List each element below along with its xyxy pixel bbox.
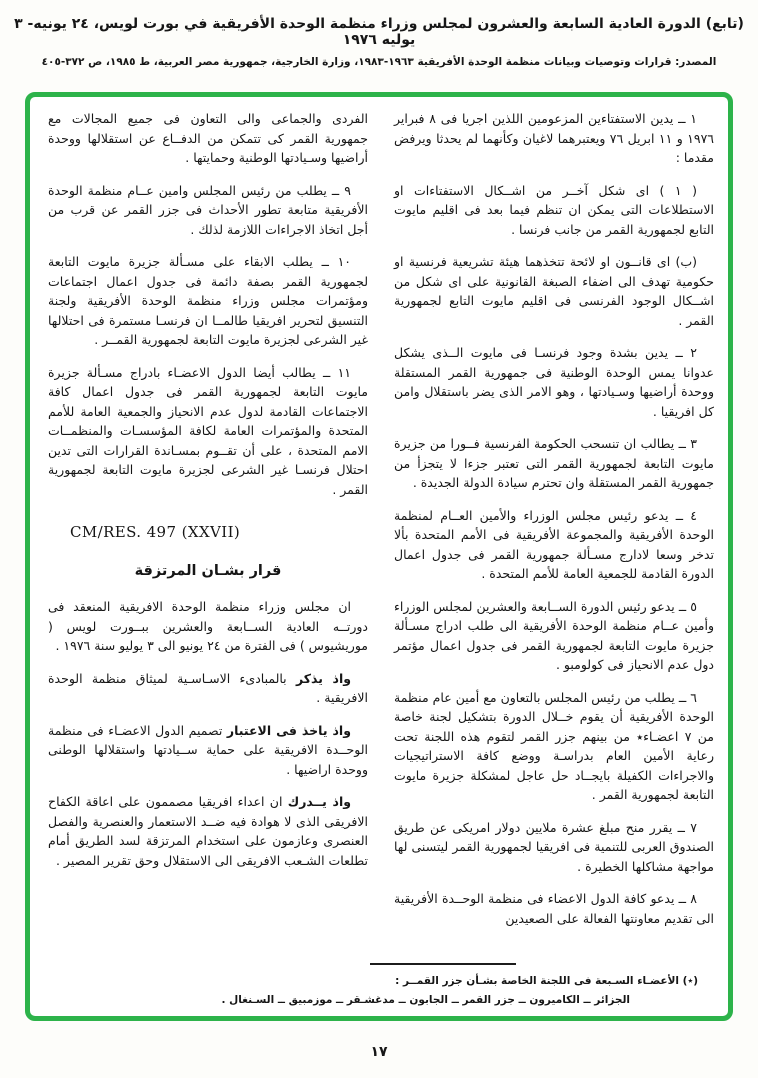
clause-lead-recalling: واذ يذكر <box>295 670 352 686</box>
resolution-clause-recalling <box>48 669 368 708</box>
footnote-committee-members: (٭) الأعضـاء السـبعة فى اللجنة الخاصة بشـأن جزر القمــر : <box>395 975 698 987</box>
resolution-code: CM/RES. 497 (XXVII) <box>70 523 241 541</box>
resolution-preamble <box>48 597 368 656</box>
right-column <box>394 109 714 941</box>
header-source-note: المصدر: قرارات وتوصيات وبيانات منظمة الوحدة الأفريقية ١٩٦٣-١٩٨٣، وزارة الخارجية، جمهورية مصر العربية، ط ١٩٨٥، ص ٣٧٢-٤٠٥ <box>41 56 717 68</box>
resolution-clause-aware <box>48 792 368 870</box>
clause-text-recalling: بالمبادىء الاسـاسـية لميثاق منظمة الوحدة الافريقية . <box>48 670 368 705</box>
paragraph-5: ٥ ــ يدعو رئيس الدورة الســابعة والعشرين لمجلس الوزراء وأمين عــام منظمة الوحدة الأفريقية الى طلب ادراج مسـألة جزيرة مايوت التابعة لجمهورية القمر فى جدول اعمال مؤتمر دول عدم الانحياز فى كولومبو . <box>394 598 714 672</box>
paragraph-4: ٤ ــ يدعو رئيس مجلس الوزراء والأمين العــام لمنظمة الوحدة الأفريقية والمجموعة الأفريقية فى الأمم المتحدة بألا تدخر وسعا لادارج مسـألة جمهورية القمر فى جدول اعمال الدورة القادمة للجمعية العامة للأمم المتحدة . <box>394 507 714 581</box>
paragraph-11: ١١ ــ يطالب أيضا الدول الاعضـاء بادراج مسـألة جزيرة مايوت التابعة لجمهورية القمر فى جدول اعمال كافة الاجتماعات القادمة لدول عدم الانحياز والجمعية العامة للأمم المتحدة والمؤتمرات العامة لكافة المؤسسـات والمنظمــات الامم المتحدة ، على أن تقــوم بمسـاندة القرارات التى تدين احتلال فرنسـا غير الشرعى لجزيرة مايوت التابعة لجمهورية القمر . <box>48 364 368 497</box>
clause-lead-aware: واذ يــدرك <box>287 794 352 809</box>
paragraph-10: ١٠ ــ يطلب الابقاء على مسـألة جزيرة مايوت التابعة لجمهورية القمر بصفة دائمة فى جدول اعمال اجتماعات ومؤتمرات مجلس وزراء منظمة الوحدة الأفريقية ولجنة التنسيق لتحرير افريقيا طالمــا ان فرنسـا مستمرة فى احتلالها غير الشرعى لجزيرة مايوت التابعة لجمهورية القمــر . <box>48 254 368 347</box>
footnote-country-list: الجزائر ــ الكاميرون ــ جزر القمر ــ الجابون ــ مدغشـقر ــ موزمبيق ــ السـنغال . <box>221 994 630 1006</box>
paragraph-6: ٦ ــ يطلب من رئيس المجلس بالتعاون مع أمين عام منظمة الوحدة الأفريقية أن يقوم خــلال الدورة بتشكيل لجنة خاصة من ٧ اعضـاء٭ من بينهم جزر القمر لتقوم هذه اللجنة تحت رعاية الأمين العام بدراسـة ووضع كافة الاستراتيجيات والاجراءات الكفيلة بايجــاد حل عاجل لمشكلة جزيرة مايوت التابعة لجمهورية القمر . <box>394 689 715 802</box>
resolution-title: قرار بشـان المرتزقة <box>134 563 282 579</box>
clause-text-considering: تصميم الدول الاعضـاء فى منظمة الوحــدة الافريقية على حماية ســيادتها واستقلالها الوطنى ووحدة اراضيها . <box>48 722 368 777</box>
paragraph-9: ٩ ــ يطلب من رئيس المجلس وامين عــام منظمة الوحدة الأفريقية متابعة تطور الأحداث فى جزر القمر عن قرب من أجل اتخاذ الاجراءات اللازمة لذلك . <box>48 182 368 237</box>
page-number: ١٧ <box>370 1044 388 1060</box>
left-column <box>48 109 368 941</box>
clause-lead-considering: واذ ياخذ فى الاعتبار <box>226 722 351 738</box>
resolution-preamble-text: ان مجلس وزراء منظمة الوحدة الافريقية المنعقد فى دورتــه العادية الســابعة والعشرين ببــورت لويس ( موريشيوس ) فى الفترة من ٢٤ يونيو الى ٣ يوليو سنة ١٩٧٦ . <box>48 599 368 653</box>
content-frame <box>25 92 733 1021</box>
two-column-layout <box>44 109 714 941</box>
paragraph-1a: ( ١ ) اى شكل آخــر من اشــكال الاستفتاءات او الاستطلاعات التى يمكن ان تنظم فيما بعد فى اقليم مايوت التابع لجمهورية القمر من جانب فرنسا . <box>394 182 714 237</box>
clause-text-aware: ان اعداء افريقيا مصممون على اعاقة الكفاح الافريقى الذى لا هوادة فيه ضــد الاستعمار والعنصرية والفصل العنصرى وعازمون على استخدام المرتزقة لسد الطريق أمام تطلعات الشـعب الافريقى الى الاستقلال وحق تقرير المصير . <box>48 794 368 868</box>
paragraph-8: ٨ ــ يدعو كافة الدول الاعضاء فى منظمة الوحــدة الأفريقية الى تقديم معاونتها الفعالة على الصعيدين <box>394 891 714 926</box>
header-continuation-title: (تابع) الدورة العادية السابعة والعشرون لمجلس وزراء منظمة الوحدة الأفريقية في بورت لويس، ٢٤ يونيه- ٣ يوليه ١٩٧٦ <box>14 16 744 48</box>
page-header <box>8 16 750 68</box>
footnote <box>46 963 712 1006</box>
paragraph-7: ٧ ــ يقرر منح مبلغ عشرة ملايين دولار امريكى عن طريق الصندوق العربى للتنمية فى افريقيا لجمهورية القمر ليتسنى لها مواجهة مشاكلها الخطيرة . <box>394 819 714 874</box>
paragraph-1: ١ ــ يدين الاستفتاءين المزعومين اللذين اجريا فى ٨ فبراير ١٩٧٦ و ١١ ابريل ٧٦ ويعتبرهما لاغيان وكأنهما لم يحدثا ويرفض مقدما : <box>394 111 715 165</box>
paragraph-8-continuation: الفردى والجماعى والى التعاون فى جميع المجالات مع جمهورية القمر كى تتمكن من الدفــاع عن استقلالها ووحدة أراضيها وسـيادتها الوطنية وحمايتها . <box>48 111 368 165</box>
paragraph-2: ٢ ــ يدين بشدة وجود فرنسـا فى مايوت الــذى يشكل عدوانا يمس الوحدة الوطنية فى جمهورية القمر المستقلة ووحدة أراضيها وسـيادتها ، وهو الامر الذى يضر باستقلال وامن كل افريقيا . <box>394 345 714 419</box>
paragraph-1b: (ب) اى قانــون او لائحة تتخذهما هيئة تشريعية فرنسية او حكومية تهدف الى اضفاء الصبغة القانونية على اى شكل من اشــكال الوجود الفرنسى فى اقليم مايوت التابع لجمهورية القمر . <box>394 254 714 328</box>
footnote-divider <box>370 963 516 965</box>
paragraph-3: ٣ ــ يطالب ان تنسحب الحكومة الفرنسية فــورا من جزيرة مايوت التابعة لجمهورية القمر التى تعتبر جزءا لا يتجزأ من جمهورية القمر المستقلة وان تحترم سيادة الدولة الجديدة . <box>394 436 714 490</box>
resolution-clause-considering <box>48 721 368 780</box>
